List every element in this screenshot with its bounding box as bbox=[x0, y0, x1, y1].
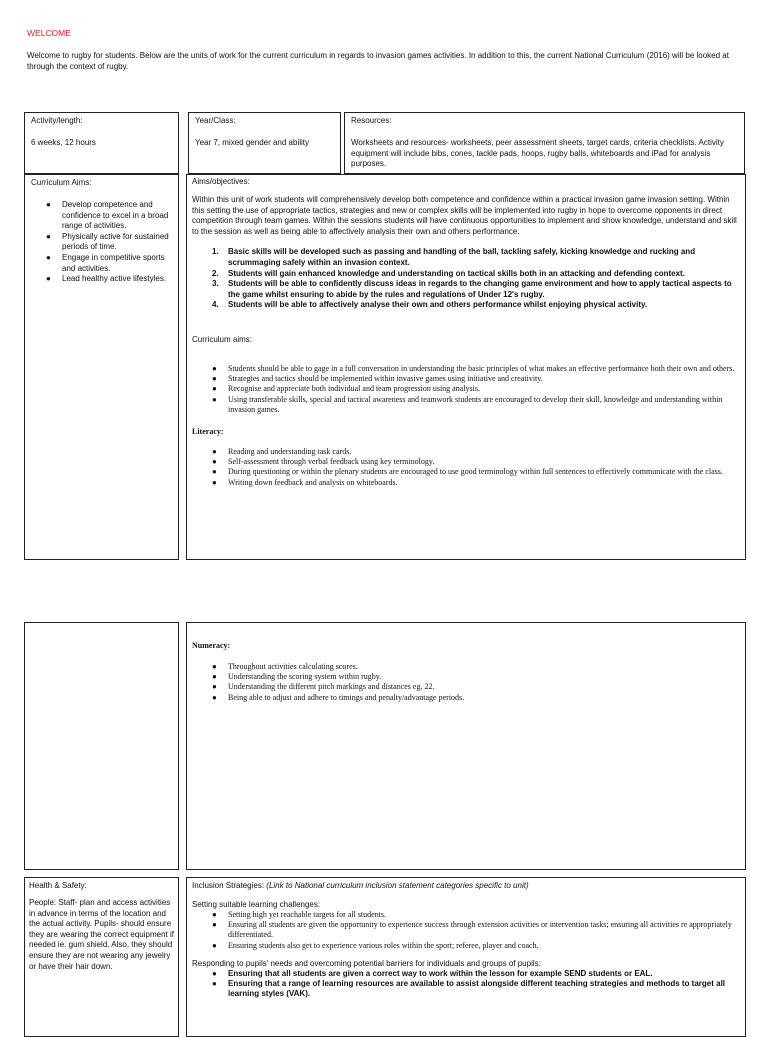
responding-needs-subtitle: Responding to pupils' needs and overcoming potential barriers for individuals and groups of pupils: bbox=[192, 958, 541, 968]
activity-length-value: 6 weeks, 12 hours bbox=[31, 138, 96, 147]
list-item: ● Ensuring all students are given the opportunity to experience success through extension activities or intervention tasks; ensuring all activities re appropriately differentiated. bbox=[212, 920, 732, 940]
list-item: ● Ensuring that a range of learning resources are available to assist alongside different teaching strategies and methods to target all learning styles (VAK). bbox=[212, 979, 726, 999]
inclusion-title-note: (Link to National curriculum inclusion statement categories specific to unit) bbox=[266, 881, 529, 890]
responding-needs-list bbox=[212, 969, 740, 1000]
list-item: ● Self-assessment through verbal feedback using key terminology. bbox=[212, 457, 435, 467]
list-item: ● Lead healthy active lifestyles. bbox=[46, 274, 167, 284]
numeracy-list bbox=[212, 662, 740, 703]
list-item: ● Understanding the scoring system within rugby. bbox=[212, 672, 382, 682]
list-item: ● Writing down feedback and analysis on whiteboards. bbox=[212, 477, 398, 487]
inclusion-title bbox=[192, 881, 740, 890]
aims-intro-paragraph: Within this unit of work students will comprehensively develop both competence and confidence within a practical invasion game invasion setting. Within this setting the use of appropriate tactics, strategies and new or complex skills will be implemented into rugby in hope to overcome opponents in direct competition through team games. Within the sessions students will have continuous opportunities to implement and show knowledge, understand and skill to the session as well as being able to affectively analysis their own and others performance. bbox=[192, 195, 737, 236]
list-item: ● Develop competence and confidence to excel in a broad range of activities. bbox=[46, 200, 169, 231]
curriculum-aims-list bbox=[46, 200, 172, 285]
numeracy-left-cell bbox=[24, 622, 179, 870]
list-item: 3. Students will be able to confidently discuss ideas in regards to the changing game environment and how to apply tactical aspects to the game whilst ensuring to abide by the rules and regulations of Under 12's rugby. bbox=[212, 279, 732, 299]
resources-cell bbox=[344, 112, 745, 174]
list-item: ● Strategies and tactics should be implemented within invasive games using initiative and creativity. bbox=[212, 374, 543, 384]
list-item: 1. Basic skills will be developed such as passing and handling of the ball, tackling safely, kicking knowledge and rucking and scrummaging safely within an invasion context. bbox=[212, 247, 696, 267]
list-item: 4. Students will be able to affectively analyse their own and others performance whilst enjoying physical activity. bbox=[212, 300, 648, 310]
aims-objectives-title: Aims/objectives: bbox=[192, 177, 250, 186]
numeracy-cell bbox=[186, 622, 746, 870]
welcome-heading: WELCOME bbox=[27, 28, 71, 38]
inclusion-cell bbox=[186, 877, 746, 1037]
list-item: ● Ensuring that all students are given a correct way to work within the lesson for example SEND students or EAL. bbox=[212, 968, 653, 978]
intro-paragraph: Welcome to rugby for students. Below are the units of work for the current curriculum in regards to invasion games activities. In addition to this, the current National Curriculum (2016) will be looked at through the context of rugby. bbox=[27, 51, 729, 71]
setting-challenges-subtitle: Setting suitable learning challenges: bbox=[192, 900, 321, 909]
curriculum-aims-items bbox=[212, 364, 740, 415]
list-item: ● Engage in competitive sports and activities. bbox=[46, 252, 165, 273]
aims-objectives-cell bbox=[186, 174, 746, 560]
list-item: ● Physically active for sustained periods of time. bbox=[46, 231, 169, 252]
inclusion-title-prefix: Inclusion Strategies: bbox=[192, 881, 265, 890]
list-item: ● Understanding the different pitch markings and distances eg. 22. bbox=[212, 682, 435, 692]
list-item: 2. Students will gain enhanced knowledge and understanding on tactical skills both in an attacking and defending context. bbox=[212, 268, 685, 278]
list-item: ● Reading and understanding task cards. bbox=[212, 446, 352, 456]
numeracy-title: Numeracy: bbox=[192, 641, 231, 650]
year-class-value: Year 7, mixed gender and ability bbox=[195, 138, 309, 147]
year-class-label: Year/Class: bbox=[195, 116, 236, 125]
list-item: ● Using transferable skills, special and tactical awareness and teamwork students are encouraged to develop their skill, knowledge and understanding within invasion games. bbox=[212, 394, 723, 414]
curriculum-aims-subtitle: Curriculum aims: bbox=[192, 334, 253, 344]
list-item: ● Setting high yet reachable targets for all students. bbox=[212, 910, 387, 919]
health-safety-cell bbox=[24, 877, 179, 1037]
health-safety-body: People: Staff- plan and access activities in advance in terms of the location and the actual activity. Pupils- should ensure they are wearing the correct equipment if needed ie. gum shield. Also, they should ensure they are not wearing any jewelry or have their hair down. bbox=[29, 898, 174, 971]
resources-label: Resources: bbox=[351, 116, 392, 125]
objectives-list bbox=[208, 247, 740, 311]
literacy-list bbox=[212, 447, 740, 488]
activity-length-label: Activity/length: bbox=[31, 116, 83, 125]
list-item: ● Ensuring students also get to experience various roles within the sport; referee, player and coach. bbox=[212, 940, 539, 950]
list-item: ● Throughout activities calculating scores. bbox=[212, 662, 358, 671]
year-class-cell bbox=[188, 112, 341, 174]
setting-challenges-list bbox=[212, 910, 740, 951]
list-item: ● During questioning or within the plenary students are encouraged to use good terminology within full sentences to effectively communicate with the class. bbox=[212, 467, 723, 477]
list-item: ● Recognise and appreciate both individual and team progression using analysis. bbox=[212, 384, 480, 394]
health-safety-title: Health & Safety: bbox=[29, 881, 87, 890]
literacy-title: Literacy: bbox=[192, 426, 224, 436]
activity-length-cell bbox=[24, 112, 179, 174]
curriculum-aims-cell bbox=[24, 174, 179, 560]
curriculum-aims-title: Curriculum Aims: bbox=[31, 178, 92, 187]
resources-value: Worksheets and resources- worksheets, peer assessment sheets, target cards, criteria checklists. Activity equipment will include bibs, cones, tackle pads, hoops, rugby balls, whiteboards and iPad for analysis purposes. bbox=[351, 138, 724, 169]
list-item: ● Being able to adjust and adhere to timings and penalty/advantage periods. bbox=[212, 692, 465, 702]
list-item: ● Students should be able to gage in a full conversation in understanding the basic principles of what makes an effective performance both their own and others. bbox=[212, 363, 735, 373]
